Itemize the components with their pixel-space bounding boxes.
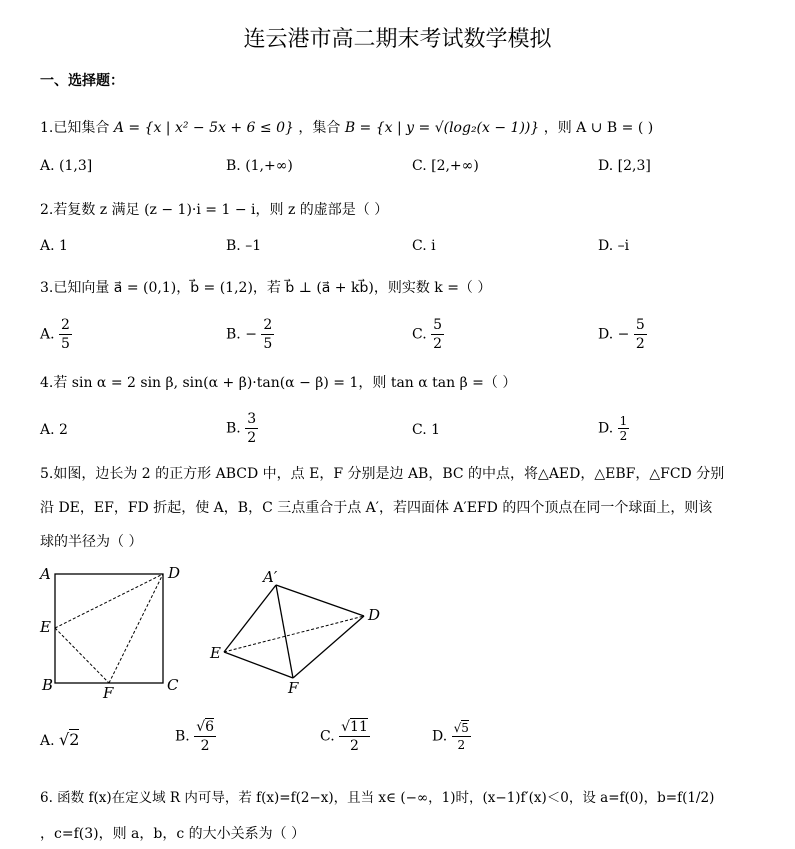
q4-option-b[interactable] bbox=[226, 410, 258, 447]
q3-option-d-label: D. bbox=[598, 326, 614, 343]
label-b: B bbox=[42, 676, 54, 694]
q5-option-a-label: A. bbox=[40, 733, 55, 749]
q3-option-b-fraction bbox=[261, 316, 274, 353]
edge-a-e bbox=[224, 585, 276, 652]
numerator: √11 bbox=[341, 719, 368, 735]
q5-option-d[interactable] bbox=[432, 720, 471, 753]
numerator: √6 bbox=[196, 719, 215, 735]
q5-option-a[interactable] bbox=[40, 730, 79, 751]
question-2: 2.若复数 z 满足 (z − 1)·i = 1 − i，则 z 的虚部是（ ） bbox=[40, 202, 389, 218]
q3-option-b-label: B. bbox=[226, 326, 241, 343]
q3-option-a-fraction bbox=[59, 316, 72, 353]
label-c: C bbox=[167, 676, 179, 694]
q4-option-d[interactable] bbox=[598, 414, 629, 443]
q3-option-d-sign: − bbox=[617, 326, 630, 343]
q3-option-a-label: A. bbox=[40, 326, 55, 343]
radicand: 6 bbox=[205, 719, 215, 735]
denominator: 2 bbox=[457, 738, 466, 752]
page-title: 连云港市高二期末考试数学模拟 bbox=[243, 27, 552, 52]
denominator: 2 bbox=[200, 738, 210, 754]
denominator: 2 bbox=[635, 336, 645, 352]
q4-option-d-label: D. bbox=[598, 420, 614, 437]
q1-set-a: A = {x | x² − 5x + 6 ≤ 0} bbox=[113, 120, 294, 136]
edge-a-f bbox=[276, 585, 293, 678]
q1-option-a[interactable]: A. (1,3] bbox=[40, 158, 93, 174]
q4-option-b-label: B. bbox=[226, 420, 241, 437]
radicand: 5 bbox=[461, 721, 469, 735]
q5-option-d-fraction bbox=[452, 720, 471, 753]
q3-option-d-fraction bbox=[634, 316, 647, 353]
label-d2: D bbox=[368, 606, 381, 624]
label-a-prime: A′ bbox=[263, 568, 278, 586]
q3-option-c-fraction bbox=[431, 316, 444, 353]
q3-option-c[interactable] bbox=[412, 316, 444, 353]
question-3: 3.已知向量 a⃗ = (0,1)，b⃗ = (1,2)，若 b⃗ ⊥ (a⃗ + kb⃗)，则实数 k =（ ） bbox=[40, 280, 492, 296]
q1-text-a: 1.已知集合 bbox=[40, 120, 110, 136]
numerator: 2 bbox=[61, 317, 70, 333]
fold-line-ef bbox=[55, 628, 109, 683]
question-5-line-1: 5.如图，边长为 2 的正方形 ABCD 中，点 E，F 分别是边 AB，BC 的中点，将△AED，△EBF，△FCD 分别 bbox=[40, 466, 725, 482]
numerator: √5 bbox=[453, 721, 469, 735]
denominator: 5 bbox=[263, 336, 273, 352]
label-e2: E bbox=[210, 644, 221, 662]
q5-option-b-label: B. bbox=[175, 728, 190, 745]
q1-text-c: ，则 A ∪ B = ( ) bbox=[543, 120, 654, 136]
denominator: 2 bbox=[247, 430, 257, 446]
question-5-line-3: 球的半径为（ ） bbox=[40, 534, 143, 550]
section-heading: 一、选择题： bbox=[40, 73, 124, 89]
q5-option-d-label: D. bbox=[432, 728, 448, 745]
q1-text-b: ，集合 bbox=[298, 120, 341, 136]
denominator: 2 bbox=[350, 738, 359, 754]
denominator: 5 bbox=[61, 336, 70, 352]
q2-option-d[interactable]: D. –i bbox=[598, 238, 630, 254]
q3-option-b[interactable] bbox=[226, 316, 274, 353]
q5-option-c-label: C. bbox=[320, 728, 335, 745]
radicand: 11 bbox=[350, 719, 368, 735]
edge-e-f bbox=[224, 652, 293, 678]
q1-option-c[interactable]: C. [2,+∞) bbox=[412, 158, 479, 174]
q1-option-d[interactable]: D. [2,3] bbox=[598, 158, 651, 174]
q5-option-c-fraction bbox=[339, 718, 370, 755]
figure-tetrahedron bbox=[206, 566, 390, 698]
label-f2: F bbox=[288, 679, 299, 697]
q5-option-b-fraction bbox=[194, 718, 216, 755]
q1-set-b: B = {x | y = √(log₂(x − 1))} bbox=[344, 120, 540, 136]
numerator: 3 bbox=[247, 411, 257, 427]
numerator: 1 bbox=[619, 414, 628, 428]
q5-option-a-radicand: 2 bbox=[69, 730, 80, 749]
q1-option-b[interactable]: B. (1,+∞) bbox=[226, 158, 293, 174]
question-6-line-2: ，c=f(3)，则 a，b，c 的大小关系为（ ） bbox=[40, 826, 306, 842]
square-outline bbox=[55, 574, 163, 683]
label-a: A bbox=[40, 565, 51, 583]
edge-a-d bbox=[276, 585, 364, 616]
question-1 bbox=[40, 118, 653, 138]
q3-option-b-sign: − bbox=[245, 326, 257, 343]
fold-line-ed bbox=[55, 574, 163, 628]
q5-option-c[interactable] bbox=[320, 718, 370, 755]
q2-option-a[interactable]: A. 1 bbox=[40, 238, 68, 254]
fold-line-fd bbox=[109, 574, 163, 683]
q2-option-c[interactable]: C. i bbox=[412, 238, 436, 254]
numerator: 5 bbox=[635, 317, 645, 333]
q4-option-c[interactable]: C. 1 bbox=[412, 422, 441, 438]
figure-square bbox=[36, 562, 196, 700]
label-f: F bbox=[103, 684, 114, 700]
q3-option-a[interactable] bbox=[40, 316, 72, 353]
numerator: 5 bbox=[433, 317, 443, 333]
question-4: 4.若 sin α = 2 sin β, sin(α + β)·tan(α − β) = 1，则 tan α tan β =（ ） bbox=[40, 375, 517, 391]
q4-option-a[interactable]: A. 2 bbox=[40, 422, 68, 438]
q4-option-d-fraction bbox=[618, 414, 630, 443]
label-e: E bbox=[40, 618, 51, 636]
q2-option-b[interactable]: B. –1 bbox=[226, 238, 262, 254]
denominator: 2 bbox=[619, 429, 628, 443]
sqrt-sign: √ bbox=[59, 730, 70, 749]
numerator: 2 bbox=[263, 317, 273, 333]
label-d: D bbox=[168, 564, 181, 582]
q3-option-d[interactable] bbox=[598, 316, 647, 353]
q3-option-c-label: C. bbox=[412, 326, 427, 343]
question-5-line-2: 沿 DE，EF，FD 折起，使 A，B，C 三点重合于点 A′，若四面体 A′EFD 的四个顶点在同一个球面上，则该 bbox=[40, 500, 713, 516]
question-6-line-1: 6. 函数 f(x)在定义域 R 内可导，若 f(x)=f(2−x)，且当 x∈ (−∞，1)时，(x−1)f′(x)＜0，设 a=f(0)，b=f(1/2) bbox=[40, 790, 715, 806]
q5-option-b[interactable] bbox=[175, 718, 216, 755]
q4-option-b-fraction bbox=[245, 410, 258, 447]
denominator: 2 bbox=[433, 336, 443, 352]
